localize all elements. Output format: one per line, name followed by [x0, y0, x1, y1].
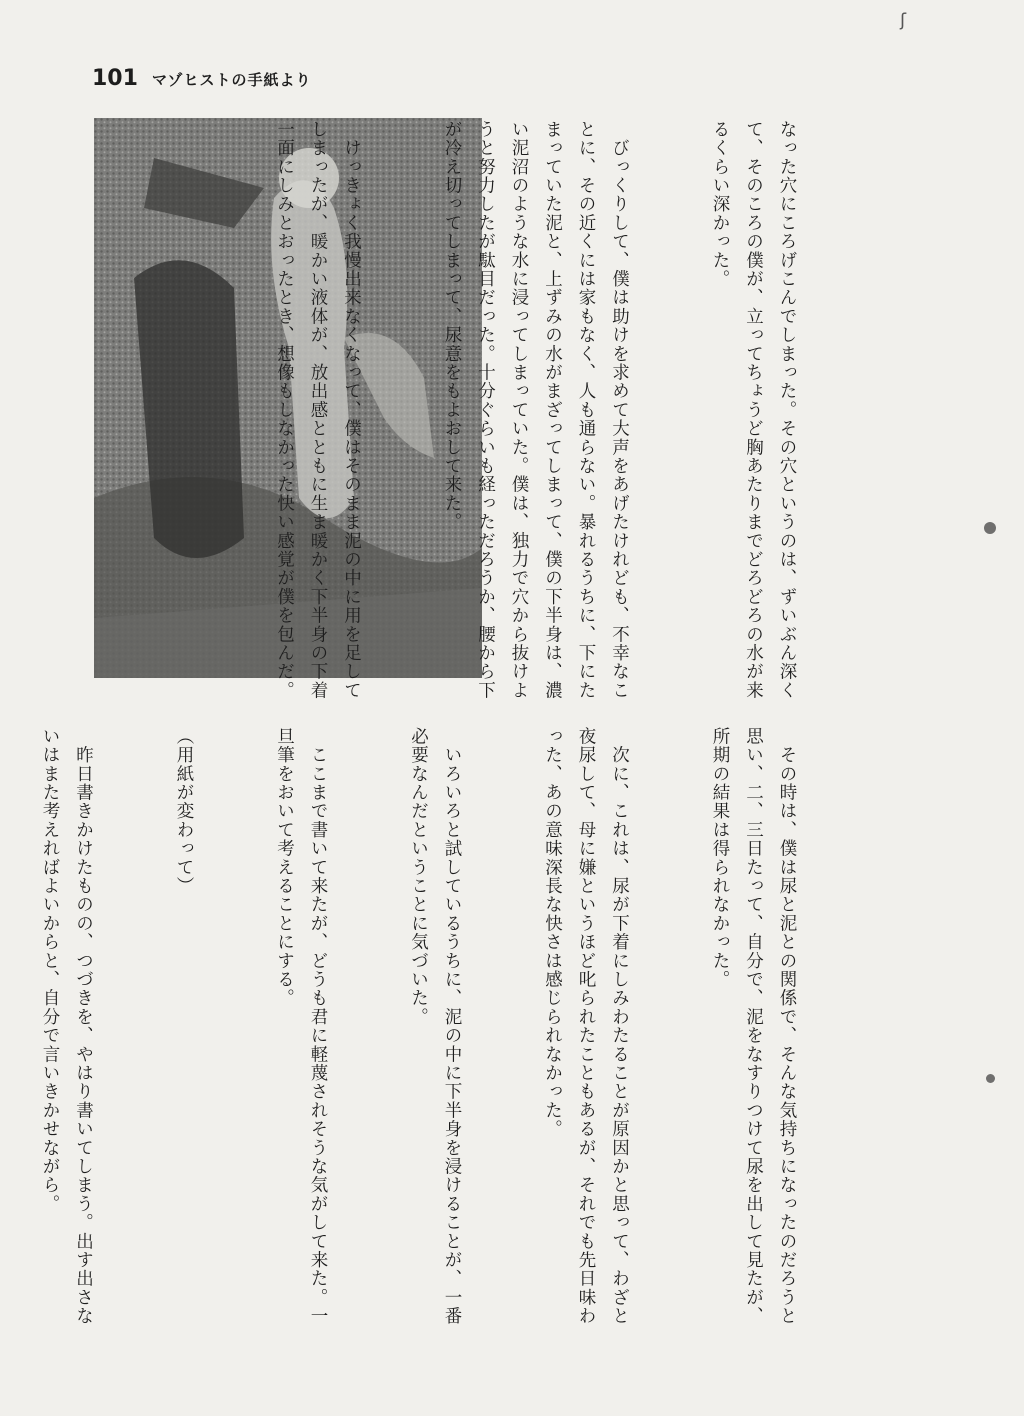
- page-header: [92, 66, 312, 91]
- corner-mark: ʃ: [900, 10, 907, 31]
- upper-text-block: [274, 120, 870, 700]
- paragraph: びっくりして、僕は助けを求めて大声をあげたけれども、不幸なことに、その近くには家もなく、人も通らない。暴れるうちに、下にたまっていた泥と、上ずみの水がまざってしまって、僕の下半身は、濃い泥沼のような水に浸ってしまっていた。僕は、独力で穴から抜けようと努力したが駄目だった。十分ぐらいも経っただろうか、腰から下が冷え切ってしまって、尿意をもよおして来た。: [442, 120, 630, 700]
- punch-hole: [986, 1074, 995, 1083]
- punch-hole: [984, 522, 996, 534]
- running-title: マゾヒストの手紙より: [151, 71, 312, 89]
- paragraph: なった穴にころげこんでしまった。その穴というのは、ずいぶん深くて、そのころの僕が、立ってちょうど胸あたりまでどろどろの水が来るくらい深かった。: [710, 120, 797, 700]
- paragraph: けっきょく我慢出来なくなって、僕はそのまま泥の中に用を足してしまったが、暖かい液体が、放出感とともに生ま暖かく下半身の下着一面にしみとおったとき、想像もしなかった快い感覚が僕を包んだ。: [274, 120, 362, 700]
- paragraph: いろいろと試しているうちに、泥の中に下半身を浸けることが、一番必要なんだということに気づいた。: [408, 727, 462, 1326]
- paragraph: ここまで書いて来たが、どうも君に軽蔑されそうな気がして来た。一旦筆をおいて考えることにする。: [274, 727, 328, 1326]
- paragraph: その時は、僕は尿と泥との関係で、そんな気持ちになったのだろうと思い、二、三日たって、自分で、泥をなすりつけて尿を出して見たが、所期の結果は得られなかった。: [710, 727, 797, 1326]
- lower-text-block: [40, 727, 870, 1327]
- section-note: （用紙が変わって）: [174, 727, 194, 896]
- page-number: 101: [92, 66, 138, 91]
- paragraph: 昨日書きかけたものの、つづきを、やはり書いてしまう。出す出さないはまた考えればよいからと、自分で言いきかせながら。: [40, 727, 94, 1326]
- paragraph: 次に、これは、尿が下着にしみわたることが原因かと思って、わざと夜尿して、母に嫌というほど叱られたこともあるが、それでも先日味わった、あの意味深長な快さは感じられなかった。: [542, 727, 630, 1326]
